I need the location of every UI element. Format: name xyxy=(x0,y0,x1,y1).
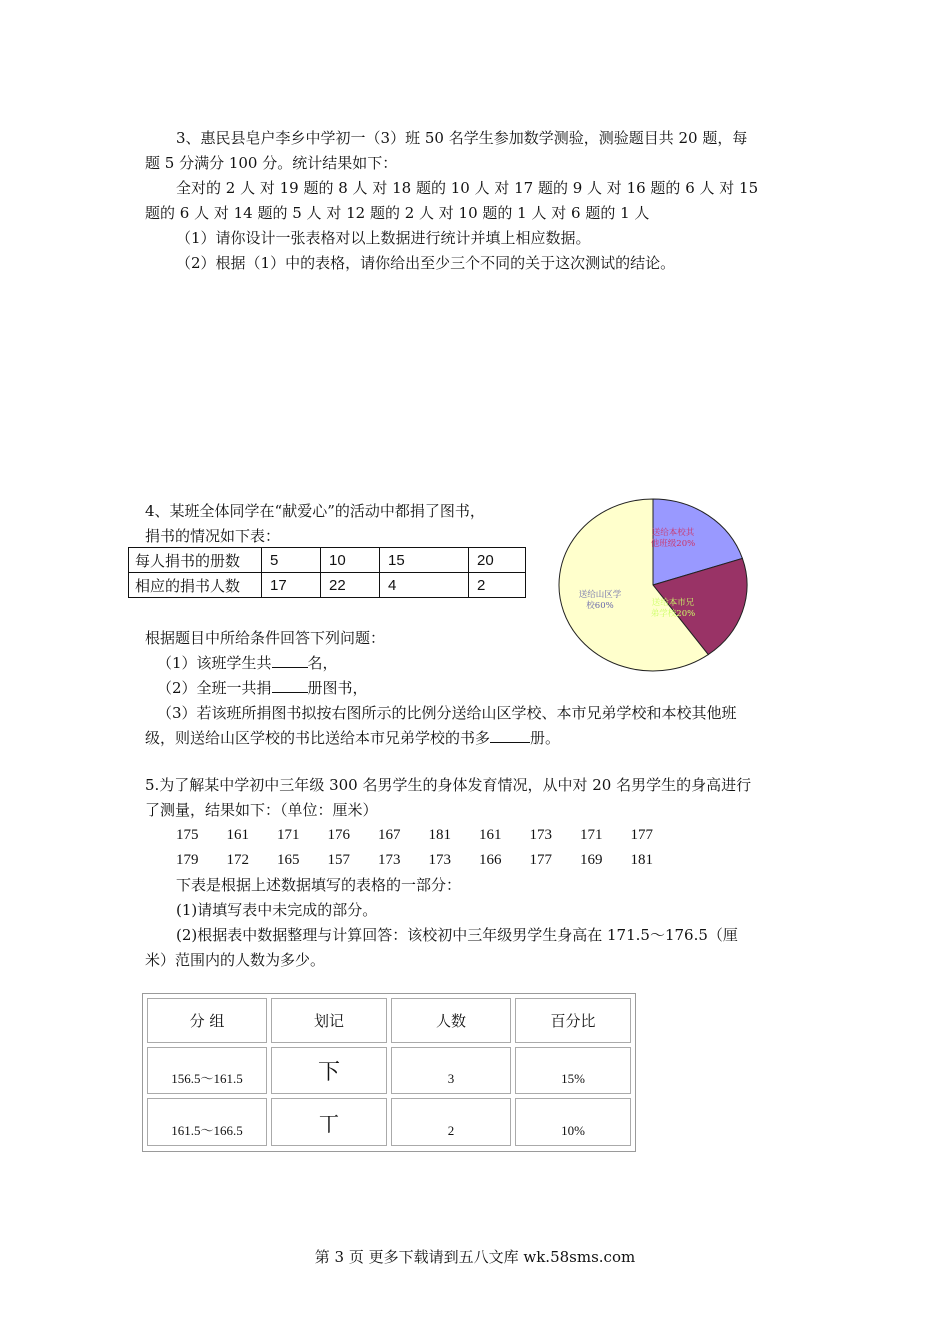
q3-line-6: （2）根据（1）中的表格，请你给出至少三个不同的关于这次测试的结论。 xyxy=(176,254,676,272)
q3-line-5: （1）请你设计一张表格对以上数据进行统计并填上相应数据。 xyxy=(176,229,591,247)
q4-q2-tail: 册图书， xyxy=(307,679,368,697)
table-row xyxy=(129,573,526,598)
q5-line-5: (2)根据表中数据整理与计算回答：该校初中三年级男学生身高在 171.5～176.5（厘 xyxy=(176,926,738,944)
q5-line-4: (1)请填写表中未完成的部分。 xyxy=(176,901,378,919)
tally-mark: 下 xyxy=(271,1047,387,1094)
q5-line-2: 了测量，结果如下：（单位：厘米） xyxy=(145,801,378,819)
q4-q1-tail: 名， xyxy=(307,654,338,672)
q4-line-1: 4、某班全体同学在“献爱心”的活动中都捐了图书， xyxy=(145,502,485,520)
q4-line-2: 捐书的情况如下表： xyxy=(145,527,281,545)
q3-line-2: 题 5 分满分 100 分。统计结果如下： xyxy=(145,154,398,172)
height-value: 177 xyxy=(529,852,552,868)
table-cell: 156.5～161.5 xyxy=(147,1047,267,1094)
q4-question-2 xyxy=(157,677,368,699)
q5-line-6: 米）范围内的人数为多少。 xyxy=(145,951,326,969)
table-cell: 10 xyxy=(321,548,380,573)
table-header: 百分比 xyxy=(515,998,631,1043)
table-cell: 2 xyxy=(469,573,526,598)
q4-q2-text: （2）全班一共捐 xyxy=(157,679,272,697)
frequency-table xyxy=(142,993,636,1152)
table-cell: 4 xyxy=(380,573,469,598)
height-value: 173 xyxy=(428,852,451,868)
table-cell: 15 xyxy=(380,548,469,573)
q3-line-3: 全对的 2 人 对 19 题的 8 人 对 18 题的 10 人 对 17 题的 9 人 对 16 题的 6 人 对 15 xyxy=(176,179,759,197)
table-cell: 17 xyxy=(262,573,321,598)
pie-slice-label: 弟学校20% xyxy=(650,609,696,619)
pie-slice-label: 送给本市兄 xyxy=(651,598,695,608)
q4-q3-text: 级，则送给山区学校的书比送给本市兄弟学校的书多 xyxy=(145,729,491,747)
answer-blank[interactable] xyxy=(272,677,308,693)
q4-q3-tail: 册。 xyxy=(530,729,561,747)
table-row xyxy=(129,548,526,573)
height-value: 165 xyxy=(277,852,300,868)
height-value: 176 xyxy=(327,827,350,843)
q4-q1-text: （1）该班学生共 xyxy=(157,654,272,672)
row-header: 相应的捐书人数 xyxy=(129,573,262,598)
height-value: 181 xyxy=(428,827,451,843)
table-header: 分 组 xyxy=(147,998,267,1043)
q3-line-1: 3、惠民县皂户李乡中学初一（3）班 50 名学生参加数学测验，测验题目共 20 题，每 xyxy=(176,129,748,147)
table-cell: 2 xyxy=(391,1098,511,1146)
donation-pie-chart xyxy=(555,497,755,679)
table-cell: 15% xyxy=(515,1047,631,1094)
height-value: 157 xyxy=(327,852,350,868)
height-value: 172 xyxy=(226,852,249,868)
q5-line-1: 5.为了解某中学初中三年级 300 名男学生的身体发育情况，从中对 20 名男学生的身高进行 xyxy=(145,776,752,794)
q5-line-3: 下表是根据上述数据填写的表格的一部分： xyxy=(176,876,462,894)
table-cell: 22 xyxy=(321,573,380,598)
table-cell: 161.5～166.5 xyxy=(147,1098,267,1146)
height-value: 166 xyxy=(479,852,502,868)
height-value: 171 xyxy=(277,827,300,843)
height-value: 177 xyxy=(630,827,653,843)
height-value: 169 xyxy=(580,852,603,868)
donation-table xyxy=(128,547,526,598)
height-value: 161 xyxy=(479,827,502,843)
pie-slice-label: 送给山区学 xyxy=(578,590,622,600)
q3-line-4: 题的 6 人 对 14 题的 5 人 对 12 题的 2 人 对 10 题的 1 人 对 6 题的 1 人 xyxy=(145,204,650,222)
answer-blank[interactable] xyxy=(490,727,530,743)
page-footer: 第 3 页 更多下载请到五八文库 wk.58sms.com xyxy=(314,1248,636,1266)
height-value: 179 xyxy=(176,852,199,868)
height-value: 173 xyxy=(529,827,552,843)
pie-slice-label: 校60% xyxy=(586,601,614,611)
height-value: 173 xyxy=(378,852,401,868)
height-value: 171 xyxy=(580,827,603,843)
pie-slice-label: 送给本校其 xyxy=(651,528,695,538)
row-header: 每人捐书的册数 xyxy=(129,548,262,573)
tally-mark: 丅 xyxy=(271,1098,387,1146)
table-header: 划记 xyxy=(271,998,387,1043)
table-cell: 20 xyxy=(469,548,526,573)
pie-slice-label: 他班级20% xyxy=(650,539,696,549)
height-value: 167 xyxy=(378,827,401,843)
q4-question-1 xyxy=(157,652,338,674)
q4-question-3: （3）若该班所捐图书拟按右图所示的比例分送给山区学校、本市兄弟学校和本校其他班 xyxy=(157,704,737,722)
table-cell: 10% xyxy=(515,1098,631,1146)
q4-intro: 根据题目中所给条件回答下列问题： xyxy=(145,629,386,647)
height-value: 181 xyxy=(630,852,653,868)
answer-blank[interactable] xyxy=(272,652,308,668)
table-cell: 3 xyxy=(391,1047,511,1094)
height-value: 175 xyxy=(176,827,199,843)
height-value: 161 xyxy=(226,827,249,843)
q4-question-3-cont xyxy=(145,727,560,749)
table-header: 人数 xyxy=(391,998,511,1043)
table-cell: 5 xyxy=(262,548,321,573)
